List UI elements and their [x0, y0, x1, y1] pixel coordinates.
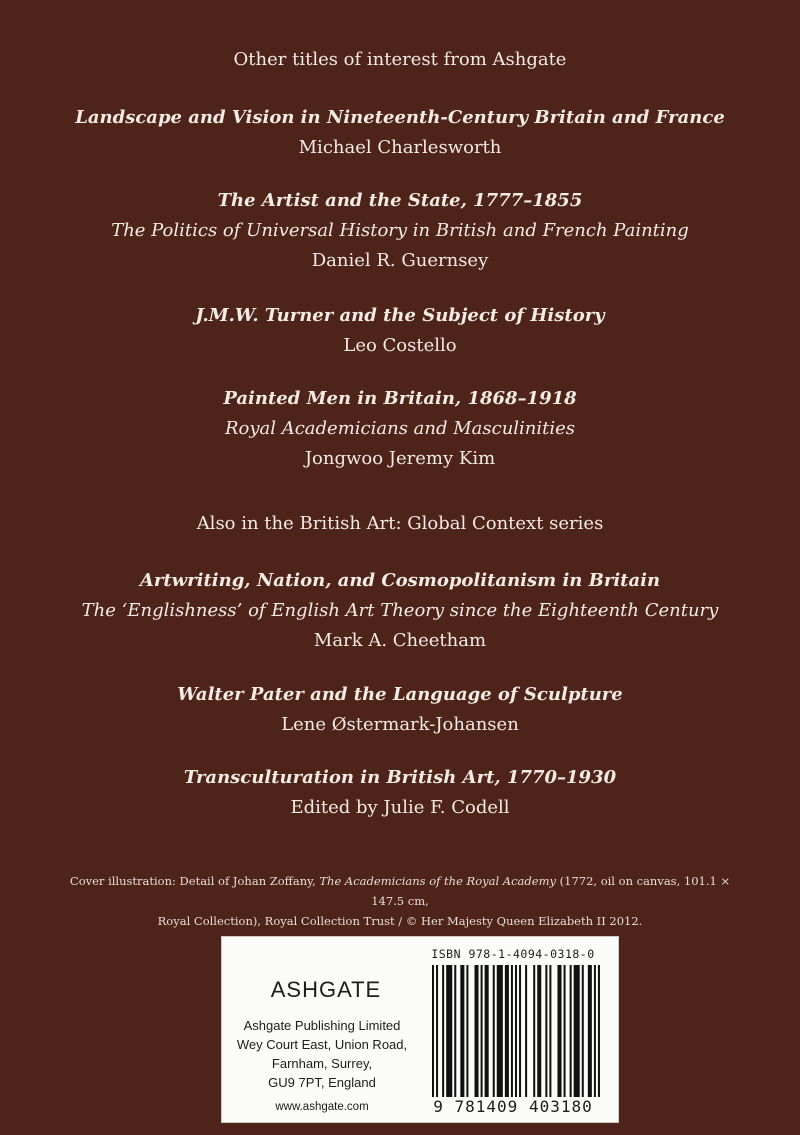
book-subtitle: The ‘Englishness’ of English Art Theory since the Eighteenth Century: [81, 600, 719, 621]
barcode-bar: [574, 965, 580, 1097]
barcode-bar: [432, 965, 434, 1097]
barcode-bar: [460, 965, 464, 1097]
barcode-number: 9 781409 403180: [433, 1097, 593, 1116]
book-subtitle: The Politics of Universal History in British and French Painting: [111, 220, 689, 241]
credit-line-2: Royal Collection), Royal Collection Trust / © Her Majesty Queen Elizabeth II 2012.: [157, 914, 643, 928]
barcode-bar: [505, 965, 509, 1097]
barcode-bar: [442, 965, 444, 1097]
barcode-bar: [454, 965, 456, 1097]
series-book-entry: [0, 680, 800, 740]
book-title: Walter Pater and the Language of Sculpture: [177, 684, 623, 705]
book-entry: [0, 103, 800, 163]
publisher-website: www.ashgate.com: [275, 1101, 369, 1113]
barcode-bar: [598, 965, 600, 1097]
barcode-bar: [481, 965, 483, 1097]
barcode-bar: [537, 965, 541, 1097]
barcode-bar: [533, 965, 535, 1097]
book-title: Artwriting, Nation, and Cosmopolitanism in Britain: [139, 570, 661, 591]
barcode-bar: [525, 965, 527, 1097]
book-author: Daniel R. Guernsey: [311, 250, 489, 271]
barcode-bar: [497, 965, 503, 1097]
address-line: Farnham, Surrey,: [271, 1056, 373, 1071]
book-entry: [0, 384, 800, 474]
cover-illustration-credit: [60, 871, 740, 931]
publisher-barcode-panel: [221, 936, 619, 1123]
barcode-bar: [564, 965, 566, 1097]
book-author: Mark A. Cheetham: [313, 630, 487, 651]
barcode-bar: [475, 965, 479, 1097]
publisher-address: [222, 1016, 422, 1092]
barcode: [432, 965, 602, 1097]
book-entry: [0, 186, 800, 276]
credit-work-title: The Academicians of the Royal Academy: [319, 874, 556, 888]
isbn-label: ISBN 978-1-4094-0318-0: [431, 947, 595, 961]
barcode-bar: [549, 965, 551, 1097]
barcode-bar: [519, 965, 521, 1097]
credit-prefix: Cover illustration: Detail of Johan Zoffany,: [69, 874, 320, 888]
book-author: Lene Østermark-Johansen: [281, 714, 519, 735]
section-heading-series: [0, 509, 800, 539]
address-line: Ashgate Publishing Limited: [243, 1018, 401, 1033]
address-line: GU9 7PT, England: [268, 1075, 376, 1090]
book-title: Landscape and Vision in Nineteenth-Century Britain and France: [75, 107, 725, 128]
book-title: Transculturation in British Art, 1770–1930: [183, 767, 617, 788]
barcode-bar: [511, 965, 513, 1097]
book-author: Michael Charlesworth: [298, 137, 502, 158]
book-title: Painted Men in Britain, 1868–1918: [223, 388, 577, 409]
barcode-bar: [446, 965, 452, 1097]
book-author: Jongwoo Jeremy Kim: [304, 448, 496, 469]
barcode-bar: [436, 965, 438, 1097]
barcode-bar: [545, 965, 547, 1097]
series-book-entry: [0, 763, 800, 823]
book-author: Edited by Julie F. Codell: [290, 797, 510, 818]
heading-text: Other titles of interest from Ashgate: [233, 49, 567, 70]
barcode-bar: [588, 965, 592, 1097]
section-heading-other-titles: [0, 45, 800, 75]
barcode-bar: [582, 965, 584, 1097]
book-entry: [0, 301, 800, 361]
book-title: J.M.W. Turner and the Subject of History: [195, 305, 605, 326]
book-title: The Artist and the State, 1777–1855: [217, 190, 583, 211]
book-author: Leo Costello: [343, 335, 457, 356]
barcode-bar: [557, 965, 561, 1097]
barcode-bar: [570, 965, 572, 1097]
book-subtitle: Royal Academicians and Masculinities: [224, 418, 576, 439]
address-line: Wey Court East, Union Road,: [236, 1037, 408, 1052]
barcode-bar: [493, 965, 495, 1097]
barcode-bar: [466, 965, 468, 1097]
publisher-logo: ASHGATE: [270, 977, 382, 1002]
barcode-bar: [515, 965, 517, 1097]
barcode-bar: [485, 965, 489, 1097]
series-book-entry: [0, 566, 800, 656]
barcode-bar: [594, 965, 596, 1097]
heading-text: Also in the British Art: Global Context series: [196, 513, 604, 534]
credit-suffix: (1772, oil on canvas, 101.1 × 147.5 cm,: [371, 874, 731, 908]
